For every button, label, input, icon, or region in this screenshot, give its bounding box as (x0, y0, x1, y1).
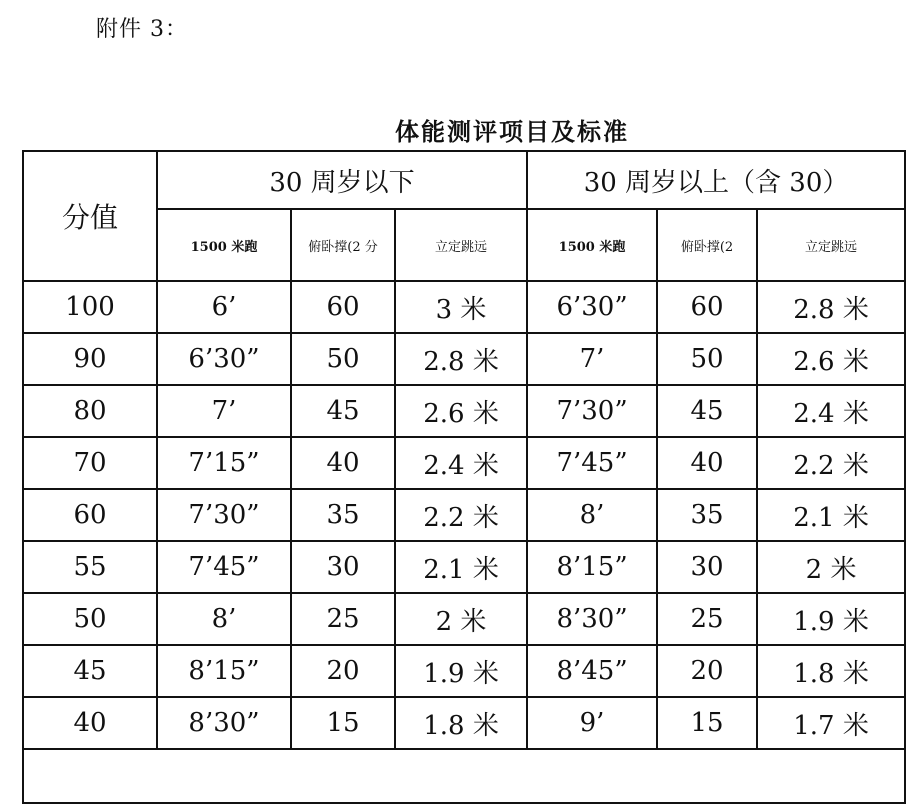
cell-u30-pushups: 45 (291, 385, 395, 437)
cell-u30-run: 8’15” (157, 645, 291, 697)
cell-score: 45 (23, 645, 157, 697)
table-row (23, 645, 905, 697)
table-row (23, 593, 905, 645)
cell-o30-pushups: 25 (657, 593, 757, 645)
table-row (23, 541, 905, 593)
cell-u30-run: 8’ (157, 593, 291, 645)
cell-score: 90 (23, 333, 157, 385)
cell-score: 50 (23, 593, 157, 645)
cell-o30-jump: 1.8 米 (757, 645, 905, 697)
cell-u30-jump: 2.8 米 (395, 333, 527, 385)
cell-o30-run: 9’ (527, 697, 657, 749)
cell-o30-jump: 2.6 米 (757, 333, 905, 385)
cell-u30-run: 7’45” (157, 541, 291, 593)
group-header-row (23, 151, 905, 209)
table-body (23, 151, 905, 803)
subheader-pushups: 俯卧撑(2 (657, 209, 757, 281)
cell-o30-jump: 2.2 米 (757, 437, 905, 489)
cell-o30-run: 8’ (527, 489, 657, 541)
cell-u30-pushups: 20 (291, 645, 395, 697)
table-row (23, 437, 905, 489)
cell-o30-pushups: 60 (657, 281, 757, 333)
cell-score: 80 (23, 385, 157, 437)
document-title: 体能测评项目及标准 (395, 117, 629, 146)
cell-o30-pushups: 35 (657, 489, 757, 541)
cell-u30-run: 7’15” (157, 437, 291, 489)
cell-u30-pushups: 15 (291, 697, 395, 749)
table-row (23, 281, 905, 333)
cell-score: 60 (23, 489, 157, 541)
cell-score: 55 (23, 541, 157, 593)
cell-o30-jump: 1.7 米 (757, 697, 905, 749)
table-row (23, 333, 905, 385)
cell-o30-jump: 2 米 (757, 541, 905, 593)
table-row (23, 697, 905, 749)
cell-u30-jump: 1.8 米 (395, 697, 527, 749)
cell-o30-run: 7’30” (527, 385, 657, 437)
table-row (23, 489, 905, 541)
subheader-1500m-run: 1500 米跑 (157, 209, 291, 281)
cell-u30-jump: 2.2 米 (395, 489, 527, 541)
cell-u30-pushups: 60 (291, 281, 395, 333)
cell-o30-run: 7’ (527, 333, 657, 385)
cell-o30-pushups: 40 (657, 437, 757, 489)
cell-score: 100 (23, 281, 157, 333)
empty-row (23, 749, 905, 803)
attachment-label: 附件 3： (96, 17, 188, 42)
cell-u30-run: 6’30” (157, 333, 291, 385)
cell-o30-run: 7’45” (527, 437, 657, 489)
group-header-30-and-over: 30 周岁以上（含 30） (527, 151, 905, 209)
cell-score: 40 (23, 697, 157, 749)
cell-u30-pushups: 25 (291, 593, 395, 645)
cell-o30-pushups: 30 (657, 541, 757, 593)
cell-o30-pushups: 20 (657, 645, 757, 697)
subheader-pushups: 俯卧撑(2 分 (291, 209, 395, 281)
cell-u30-jump: 1.9 米 (395, 645, 527, 697)
cell-u30-pushups: 30 (291, 541, 395, 593)
cell-o30-pushups: 50 (657, 333, 757, 385)
cell-o30-run: 6’30” (527, 281, 657, 333)
cell-u30-run: 7’30” (157, 489, 291, 541)
cell-o30-jump: 2.4 米 (757, 385, 905, 437)
cell-u30-pushups: 35 (291, 489, 395, 541)
cell-u30-jump: 2.6 米 (395, 385, 527, 437)
empty-cell (23, 749, 905, 803)
cell-o30-run: 8’30” (527, 593, 657, 645)
table-row (23, 385, 905, 437)
cell-o30-run: 8’15” (527, 541, 657, 593)
cell-u30-jump: 2 米 (395, 593, 527, 645)
cell-u30-jump: 2.4 米 (395, 437, 527, 489)
cell-u30-pushups: 50 (291, 333, 395, 385)
cell-score: 70 (23, 437, 157, 489)
cell-o30-jump: 2.1 米 (757, 489, 905, 541)
score-header: 分值 (23, 151, 157, 281)
cell-u30-jump: 3 米 (395, 281, 527, 333)
cell-o30-run: 8’45” (527, 645, 657, 697)
cell-u30-pushups: 40 (291, 437, 395, 489)
group-header-under-30: 30 周岁以下 (157, 151, 527, 209)
cell-o30-pushups: 15 (657, 697, 757, 749)
fitness-standards-table (22, 150, 906, 804)
cell-u30-jump: 2.1 米 (395, 541, 527, 593)
cell-u30-run: 6’ (157, 281, 291, 333)
cell-u30-run: 8’30” (157, 697, 291, 749)
cell-u30-run: 7’ (157, 385, 291, 437)
cell-o30-pushups: 45 (657, 385, 757, 437)
subheader-standing-long-jump: 立定跳远 (395, 209, 527, 281)
cell-o30-jump: 2.8 米 (757, 281, 905, 333)
subheader-standing-long-jump: 立定跳远 (757, 209, 905, 281)
cell-o30-jump: 1.9 米 (757, 593, 905, 645)
subheader-1500m-run: 1500 米跑 (527, 209, 657, 281)
